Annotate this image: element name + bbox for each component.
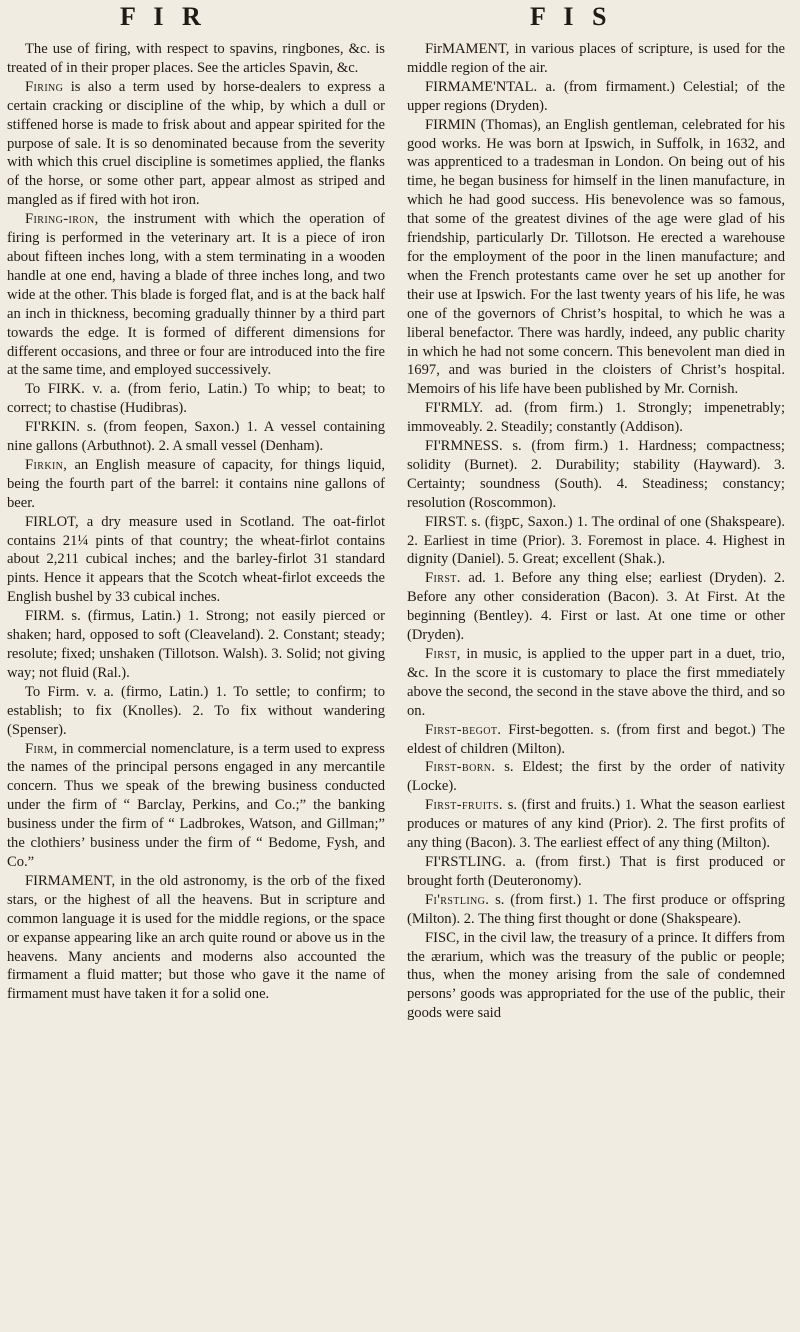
entry-text: FIRMAMENT, in the old astronomy, is the orb of the fixed stars, or the highest of all the heavens. But in scripture and common language it is used for the middle regions, or the space or expanse appearing like an arch quite round or above us in the heavens. Many ancients and moderns also accounted the firmament a fluid matter; but those who gave it the name of firmament must have taken it for a solid one. — [7, 872, 385, 1003]
dictionary-entry — [7, 418, 385, 456]
dictionary-entry — [407, 78, 785, 116]
entry-text: FIRST. s. (fiȝpꞇ, Saxon.) 1. The ordinal of one (Shakspeare). 2. Earliest in time (Prior). 3. Foremost in place. 4. Highest in dignity (Daniel). 5. Great; excellent (Shak.). — [407, 513, 785, 568]
entry-text: First-begotten. s. (from first and begot.) The eldest of children (Milton). — [407, 721, 785, 757]
entry-headword: Firkin, — [25, 456, 68, 473]
dictionary-entry — [407, 853, 785, 891]
dictionary-entry — [407, 645, 785, 721]
left-column — [7, 40, 385, 1320]
dictionary-entry — [407, 513, 785, 570]
entry-text: s. (first and fruits.) 1. What the season earliest produces or matures of any kind (Prior). 2. The first profits of any thing (Bacon). 3. The earliest effect of any thing (Milton). — [407, 797, 785, 852]
entry-text: ad. 1. Before any thing else; earliest (Dryden). 2. Before any other consideration (Bacon). 3. At First. At the beginning (Bentley). 4. First or last. At one time or other (Dryden). — [407, 570, 785, 644]
entry-text: in commercial nomenclature, is a term used to express the names of the principal persons engaged in any mercantile concern. Thus we speak of the brewing business conducted under the firm of “ Barclay, Perkins, and Co.;” the banking business under the firm of “ Ladbrokes, Watson, and Gillman;” the clothiers’ business under the firm of “ Bedome, Fysh, and Co.” — [7, 740, 385, 870]
dictionary-entry — [407, 116, 785, 400]
entry-text: FIRM. s. (firmus, Latin.) 1. Strong; not easily pierced or shaken; hard, opposed to soft (Cleaveland). 2. Constant; steady; resolute; fixed; unshaken (Tillotson. Walsh). 3. Solid; not giving way; not fluid (Ral.). — [7, 608, 385, 681]
dictionary-entry — [7, 513, 385, 608]
entry-text: an English measure of capacity, for things liquid, being the fourth part of the barrel: it contains nine gallons of beer. — [7, 456, 385, 511]
dictionary-entry — [7, 380, 385, 418]
entry-text: s. Eldest; the first by the order of nativity (Locke). — [407, 759, 785, 795]
running-head-left: F I R — [120, 2, 207, 31]
entry-text: FI'RSTLING. a. (from first.) That is first produced or brought forth (Deuteronomy). — [407, 853, 785, 889]
page-header — [0, 2, 800, 44]
running-head-right: F I S — [530, 2, 613, 31]
entry-text: To FIRK. v. a. (from ferio, Latin.) To whip; to beat; to correct; to chastise (Hudibras). — [7, 381, 385, 417]
entry-headword: First-born. — [425, 759, 496, 776]
entry-headword: Firm, — [25, 740, 58, 757]
entry-headword: First. — [425, 570, 461, 587]
entry-headword: Fi'rstling. — [425, 891, 490, 908]
entry-text: To Firm. v. a. (firmo, Latin.) 1. To settle; to confirm; to establish; to fix (Knolles). 2. To fix without wandering (Spenser). — [7, 683, 385, 738]
dictionary-entry — [7, 456, 385, 513]
entry-text: The use of firing, with respect to spavins, ringbones, &c. is treated of in their proper places. See the articles Spavin, &c. — [7, 41, 385, 76]
entry-text: is also a term used by horse-dealers to express a certain cracking or discipline of the whip, by which a dull or stiffened horse is made to frisk about and appear spirited for the purpose of sale. It is so denominated because from the severity with which this cruel discipline is sometimes applied, the flanks of the horse, or some other part, appear almost as striped and mangled as if fired with hot iron. — [7, 78, 385, 209]
dictionary-entry — [7, 210, 385, 380]
dictionary-entry — [7, 40, 385, 78]
entry-text: FI'RKIN. s. (from feopen, Saxon.) 1. A vessel containing nine gallons (Arbuthnot). 2. A small vessel (Denham). — [7, 419, 385, 455]
dictionary-entry — [407, 40, 785, 78]
dictionary-entry — [407, 929, 785, 1024]
dictionary-entry — [7, 740, 385, 872]
dictionary-entry — [407, 437, 785, 513]
dictionary-entry — [407, 721, 785, 759]
dictionary-entry — [407, 399, 785, 437]
dictionary-entry — [407, 891, 785, 929]
entry-text: FIRMAME'NTAL. a. (from firmament.) Celestial; of the upper regions (Dryden). — [407, 78, 785, 114]
entry-text: s. (from first.) 1. The first produce or offspring (Milton). 2. The thing first thought or done (Shakspeare). — [407, 891, 785, 927]
entry-headword: First, — [425, 646, 461, 662]
entry-headword: Firing-iron, — [25, 211, 99, 228]
entry-text: FI'RMNESS. s. (from firm.) 1. Hardness; compactness; solidity (Burnet). 2. Durability; stability (Hayward). 3. Certainty; soundness (South). 4. Steadiness; constancy; resolution (Roscommon). — [407, 438, 785, 511]
entry-text: FIRMIN (Thomas), an English gentleman, celebrated for his good works. He was born at Ipswich, in Suffolk, in 1632, and was apprenticed to a tradesman in London. On being out of his time, he began business for himself in the linen manufacture, in which he had good success. His benevolence was so famous, that some of the greatest divines of the age were glad of his friendship, particularly Dr. Tillotson. He erected a warehouse for the employment of the poor in the linen manufacture; and when the French protestants came over he set up another for their use at Ipswich. For the last twenty years of his life, he was one of the governors of Christ’s hospital, to which he was a liberal benefactor. There was hardly, indeed, any public charity in which he had not some concern. This benevolent man died in 1697, and was buried in the cloisters of Christ’s hospital. Memoirs of his life have been published by Mr. Cornish. — [407, 116, 785, 398]
dictionary-entry — [407, 569, 785, 645]
dictionary-entry — [7, 683, 385, 740]
dictionary-entry — [7, 607, 385, 683]
entry-text: FIRLOT, a dry measure used in Scotland. The oat-firlot contains 21¼ pints of that country; the wheat-firlot contains about 2,211 cubical inches; and the barley-firlot 31 standard pints. Hence it appears that the Scotch wheat-firlot exceeds the English bushel by 33 cubical inches. — [7, 513, 385, 606]
dictionary-entry — [7, 872, 385, 1004]
entry-text: FI'RMLY. ad. (from firm.) 1. Strongly; impenetrably; immoveably. 2. Steadily; constantly (Addison). — [407, 400, 785, 436]
entry-headword: Firing — [25, 78, 64, 95]
dictionary-entry — [407, 796, 785, 853]
right-column — [407, 40, 785, 1320]
entry-text: the instrument with which the operation of firing is performed in the veterinary art. It is a piece of iron about fifteen inches long, with a stem terminating in a wooden handle at one end, having a blade of three inches long, and two wide at the other. This blade is forged flat, and is at the back half an inch in thickness, becoming gradually thinner by a third part towards the edge. It is formed of different dimensions for different occasions, and three or four are introduced into the fire at the same time, and employed successively. — [7, 211, 385, 379]
entry-text: FirMAMENT, in various places of scripture, is used for the middle region of the air. — [407, 41, 785, 76]
entry-text: FISC, in the civil law, the treasury of a prince. It differs from the ærarium, which was the treasury of the public or people; thus, when the money arising from the sale of condemned persons’ goods was appropriated for the use of the public, their goods were said — [407, 929, 785, 1022]
dictionary-entry — [407, 758, 785, 796]
entry-headword: First-begot. — [425, 721, 502, 738]
dictionary-entry — [7, 78, 385, 210]
entry-text: in music, is applied to the upper part in a duet, trio, &c. In the score it is customary to place the first mmediately above the second, the second in the stave above the third, and so on. — [407, 646, 785, 719]
entry-headword: First-fruits. — [425, 797, 503, 814]
